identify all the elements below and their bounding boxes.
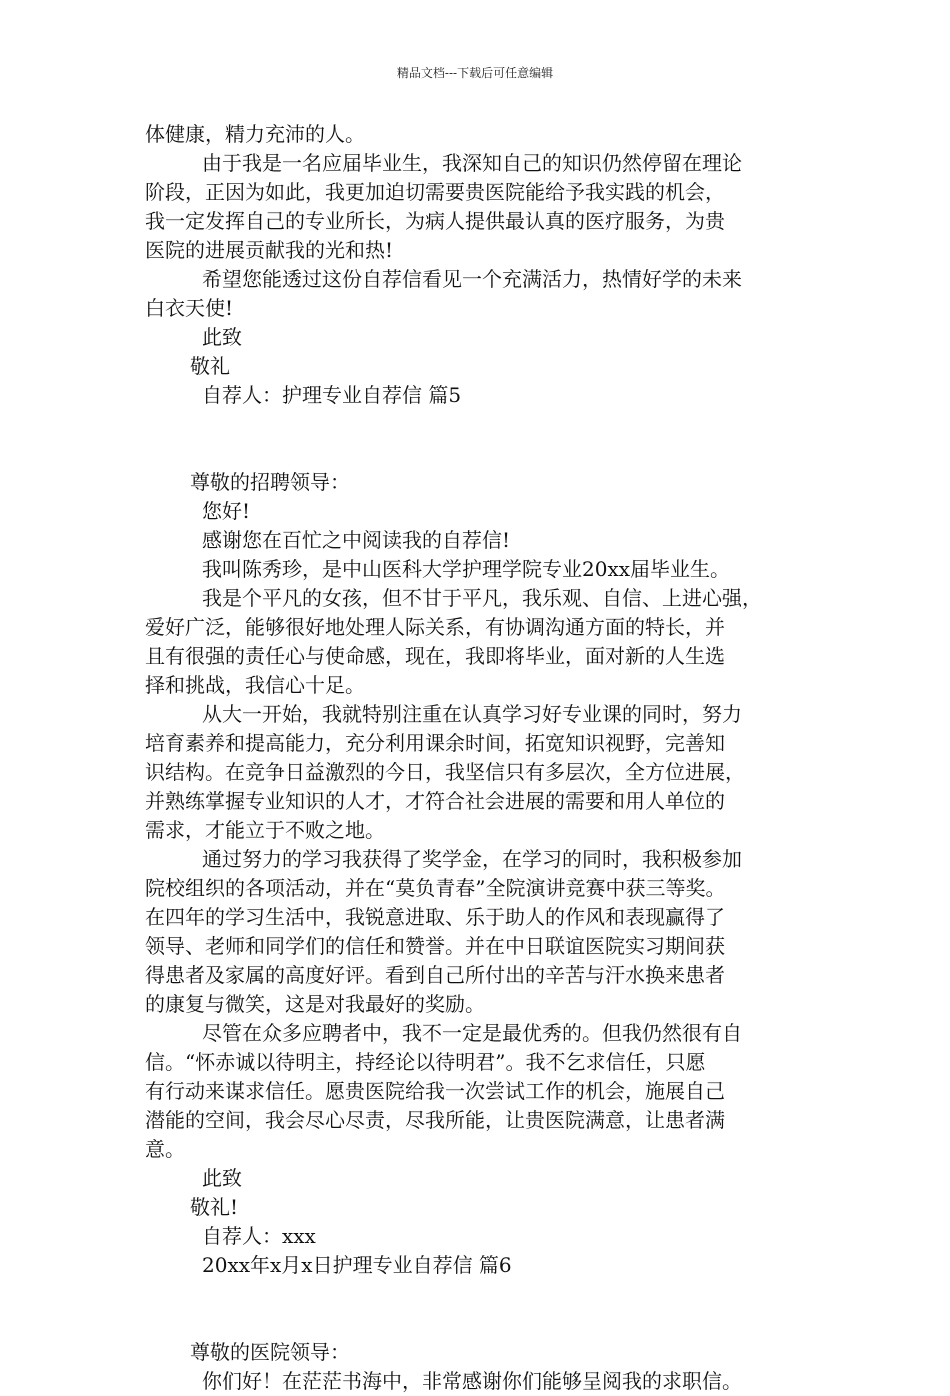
text-line: 识结构。在竞争日益激烈的今日，我坚信只有多层次，全方位进展， (145, 760, 745, 784)
text-line: 潜能的空间，我会尽心尽责，尽我所能，让贵医院满意，让患者满 (145, 1108, 725, 1132)
text-line: 信。“怀赤诚以待明主，持经论以待明君”。我不乞求信任，只愿 (145, 1050, 706, 1074)
text-line: 院校组织的各项活动，并在“莫负青春”全院演讲竞赛中获三等奖。 (145, 876, 726, 900)
text-line: 意。 (145, 1137, 185, 1161)
text-line: 你们好！在茫茫书海中，非常感谢你们能够呈阅我的求职信。 (202, 1369, 742, 1393)
closing-line: 敬礼! (190, 1195, 239, 1219)
text-line: 尽管在众多应聘者中，我不一定是最优秀的。但我仍然很有自 (202, 1021, 742, 1045)
text-line: 希望您能透过这份自荐信看见一个充满活力，热情好学的未来 (202, 267, 742, 291)
document-body (145, 120, 825, 1396)
text-line: 医院的进展贡献我的光和热! (145, 238, 394, 262)
text-line: 有行动来谋求信任。愿贵医院给我一次尝试工作的机会，施展自己 (145, 1079, 725, 1103)
text-line: 我叫陈秀珍，是中山医科大学护理学院专业20xx届毕业生。 (202, 557, 731, 581)
text-line: 感谢您在百忙之中阅读我的自荐信! (202, 528, 511, 552)
salutation: 尊敬的招聘领导： (190, 470, 350, 494)
closing-line: 此致 (202, 325, 242, 349)
text-line: 由于我是一名应届毕业生，我深知自己的知识仍然停留在理论 (202, 151, 742, 175)
closing-line: 此致 (202, 1166, 242, 1190)
salutation: 尊敬的医院领导： (190, 1340, 350, 1364)
text-line: 阶段，正因为如此，我更加迫切需要贵医院能给予我实践的机会， (145, 180, 725, 204)
text-line: 培育素养和提高能力，充分利用课余时间，拓宽知识视野，完善知 (145, 731, 725, 755)
text-line: 需求，才能立于不败之地。 (145, 818, 385, 842)
signature-line: 自荐人：xxx (202, 1224, 316, 1248)
text-line: 我一定发挥自己的专业所长，为病人提供最认真的医疗服务，为贵 (145, 209, 725, 233)
text-line: 得患者及家属的高度好评。看到自己所付出的辛苦与汗水换来患者 (145, 963, 725, 987)
text-line: 爱好广泛，能够很好地处理人际关系，有协调沟通方面的特长，并 (145, 615, 725, 639)
text-line: 我是个平凡的女孩，但不甘于平凡，我乐观、自信、上进心强， (202, 586, 762, 610)
page-header: 精品文档---下载后可任意编辑 (396, 66, 554, 80)
date-line: 20xx年x月x日护理专业自荐信 篇6 (202, 1253, 512, 1277)
text-line: 白衣天使! (145, 296, 234, 320)
text-line: 从大一开始，我就特别注重在认真学习好专业课的同时，努力 (202, 702, 742, 726)
text-line: 领导、老师和同学们的信任和赞誉。并在中日联谊医院实习期间获 (145, 934, 725, 958)
signature-line: 自荐人：护理专业自荐信 篇5 (202, 383, 462, 407)
text-line: 的康复与微笑，这是对我最好的奖励。 (145, 992, 485, 1016)
text-line: 择和挑战，我信心十足。 (145, 673, 365, 697)
text-line: 并熟练掌握专业知识的人才，才符合社会进展的需要和用人单位的 (145, 789, 725, 813)
greeting-line: 您好! (202, 499, 251, 523)
text-line: 通过努力的学习我获得了奖学金，在学习的同时，我积极参加 (202, 847, 742, 871)
text-line: 在四年的学习生活中，我锐意进取、乐于助人的作风和表现赢得了 (145, 905, 725, 929)
closing-line: 敬礼 (190, 354, 230, 378)
text-line: 且有很强的责任心与使命感，现在，我即将毕业，面对新的人生选 (145, 644, 725, 668)
text-line: 体健康，精力充沛的人。 (145, 122, 365, 146)
